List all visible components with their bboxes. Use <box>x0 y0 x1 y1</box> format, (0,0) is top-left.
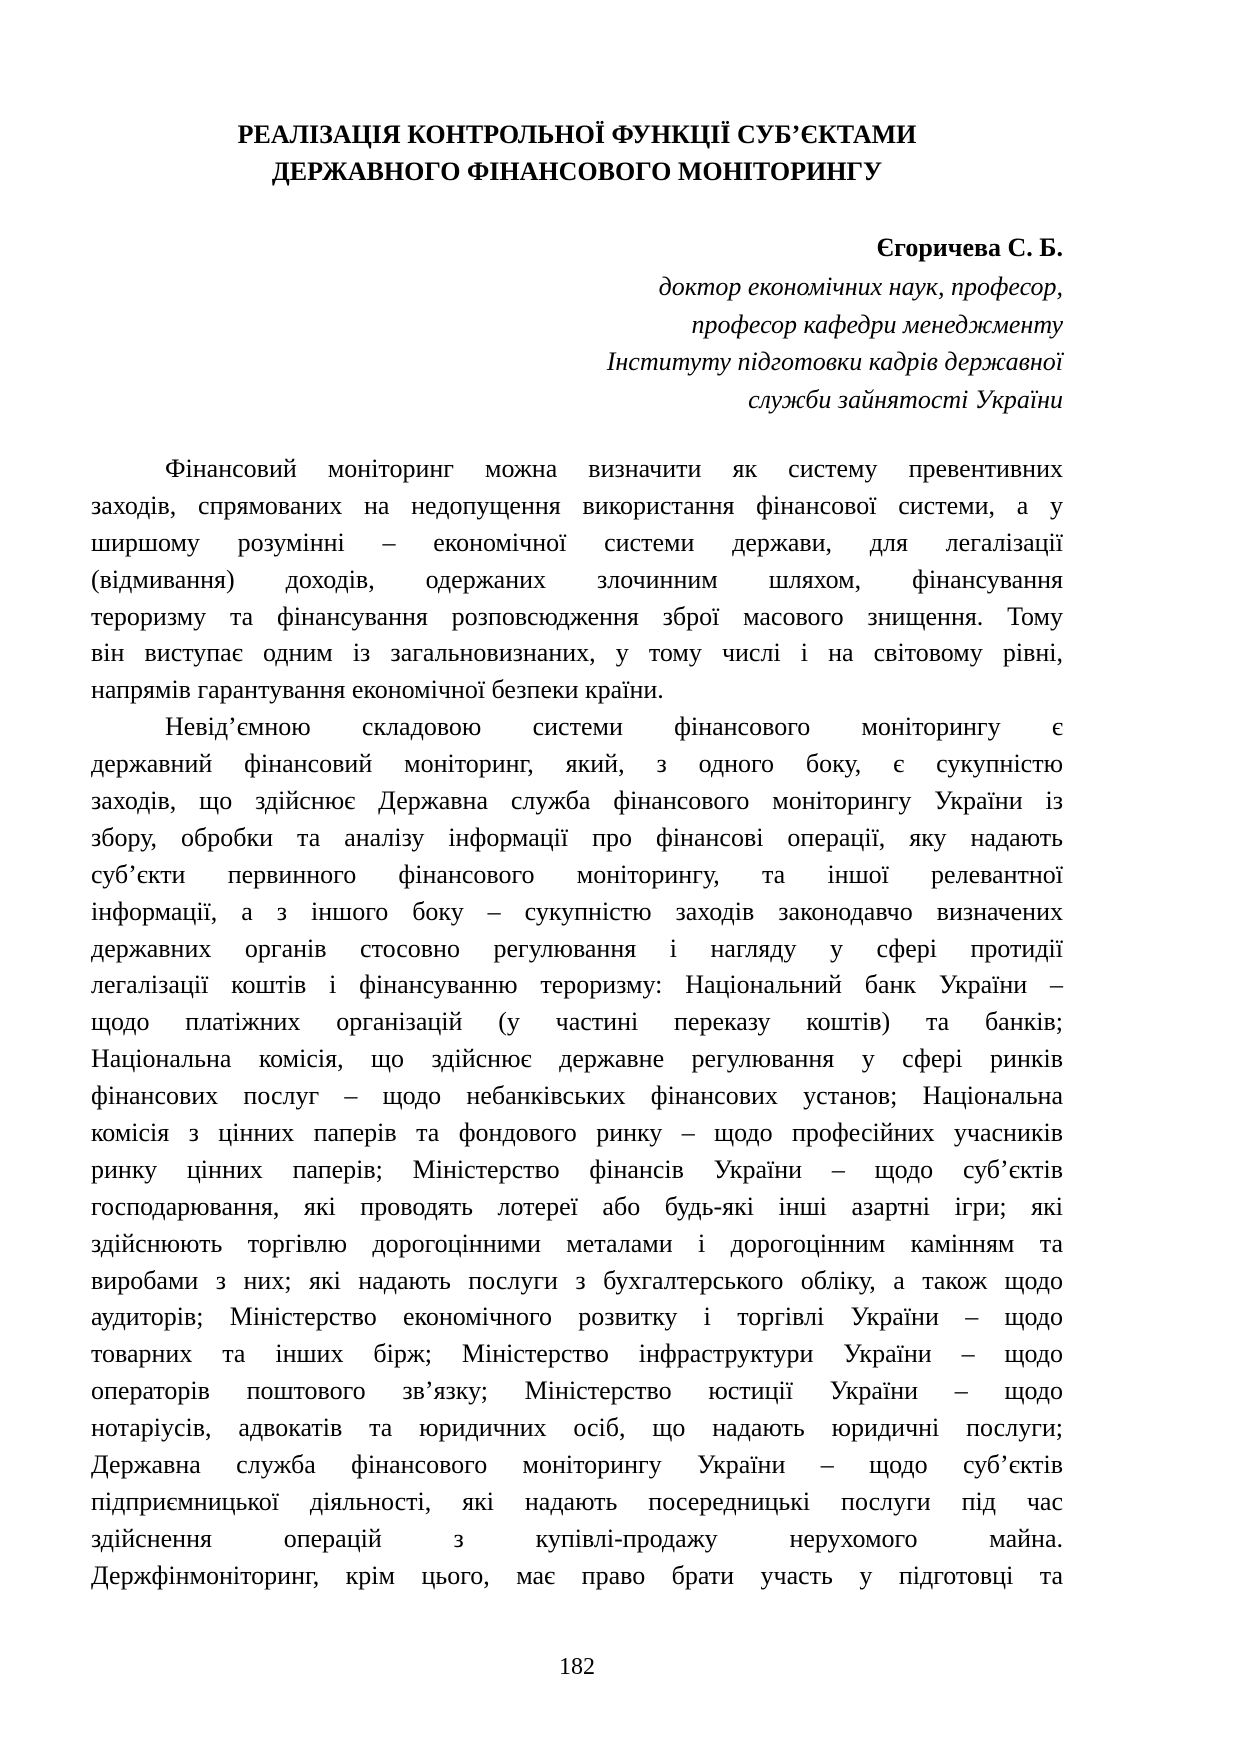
author-affiliation <box>607 268 1063 418</box>
paragraph-line: ширшому розумінні – економічної системи держави, для легалізації <box>91 527 1063 557</box>
paragraph-line: Національна комісія, що здійснює державне регулювання у сфері ринків <box>91 1044 1063 1074</box>
paragraph-line: щодо платіжних організацій (у частині переказу коштів) та банків; <box>91 1007 1063 1037</box>
paragraph-line: заходів, спрямованих на недопущення використання фінансової системи, а у <box>91 490 1063 520</box>
paragraph <box>91 451 1063 709</box>
affiliation-line: доктор економічних наук, професор, <box>658 272 1063 301</box>
paragraph-line: Фінансовий моніторинг можна визначити як систему превентивних <box>165 454 1063 483</box>
paragraph-line: (відмивання) доходів, одержаних злочинним шляхом, фінансування <box>91 564 1063 594</box>
paragraph-line: комісія з цінних паперів та фондового ринку – щодо професійних учасників <box>91 1118 1063 1148</box>
affiliation-line: професор кафедри менеджменту <box>691 309 1063 339</box>
paragraph-line: суб’єкти первинного фінансового моніторингу, та іншої релевантної <box>91 859 1063 889</box>
paragraph-line: товарних та інших бірж; Міністерство інфраструктури України – щодо <box>91 1339 1063 1369</box>
paragraph <box>91 709 1063 1594</box>
paragraph-line: Невід’ємною складовою системи фінансового моніторингу є <box>165 712 1063 742</box>
article-title-line-1: РЕАЛІЗАЦІЯ КОНТРОЛЬНОЇ ФУНКЦІЇ СУБ’ЄКТАМИ <box>237 120 917 149</box>
paragraph-line: здійснення операцій з купівлі-продажу нерухомого майна. <box>91 1523 1063 1553</box>
paragraph-line: інформації, а з іншого боку – сукупністю заходів законодавчо визначених <box>91 896 1063 926</box>
paragraph-line: виробами з них; які надають послуги з бухгалтерського обліку, а також щодо <box>91 1265 1063 1295</box>
paragraph-line: він виступає одним із загальновизнаних, у тому числі і на світовому рівні, <box>91 638 1063 668</box>
paragraph-line: нотаріусів, адвокатів та юридичних осіб, що надають юридичні послуги; <box>91 1413 1063 1443</box>
paragraph-line: здійснюють торгівлю дорогоцінними металами і дорогоцінним камінням та <box>91 1228 1063 1258</box>
paragraph-line: господарювання, які проводять лотереї або будь-які інші азартні ігри; які <box>91 1191 1063 1221</box>
paragraph-line: збору, обробки та аналізу інформації про фінансові операції, яку надають <box>91 822 1063 852</box>
paragraph-line: легалізації коштів і фінансуванню тероризму: Національний банк України – <box>91 970 1063 1000</box>
paragraph-line: підприємницької діяльності, які надають посередницькі послуги під час <box>91 1486 1063 1516</box>
page-number: 182 <box>559 1654 595 1680</box>
affiliation-line: служби зайнятості України <box>748 384 1063 414</box>
paragraph-line: операторів поштового зв’язку; Міністерство юстиції України – щодо <box>91 1376 1063 1406</box>
paragraph-line: напрямів гарантування економічної безпеки країни. <box>91 675 664 705</box>
paragraph-line: Держфінмоніторинг, крім цього, має право брати участь у підготовці та <box>91 1560 1063 1590</box>
author-name: Єгоричева С. Б. <box>876 233 1063 262</box>
paragraph-line: тероризму та фінансування розповсюдження зброї масового знищення. Тому <box>91 601 1063 631</box>
paragraph-line: ринку цінних паперів; Міністерство фінансів України – щодо суб’єктів <box>91 1154 1063 1184</box>
paragraph-line: державних органів стосовно регулювання і нагляду у сфері протидії <box>91 933 1063 963</box>
article-title-line-2: ДЕРЖАВНОГО ФІНАНСОВОГО МОНІТОРИНГУ <box>271 157 883 186</box>
article-body <box>91 451 1063 1595</box>
paragraph-line: державний фінансовий моніторинг, який, з одного боку, є сукупністю <box>91 749 1063 779</box>
paragraph-line: Державна служба фінансового моніторингу України – щодо суб’єктів <box>91 1450 1063 1480</box>
paragraph-line: аудиторів; Міністерство економічного розвитку і торгівлі України – щодо <box>91 1302 1063 1332</box>
affiliation-line: Інституту підготовки кадрів державної <box>606 347 1063 376</box>
paragraph-line: фінансових послуг – щодо небанківських фінансових установ; Національна <box>91 1081 1063 1111</box>
paragraph-line: заходів, що здійснює Державна служба фінансового моніторингу України із <box>91 786 1063 816</box>
